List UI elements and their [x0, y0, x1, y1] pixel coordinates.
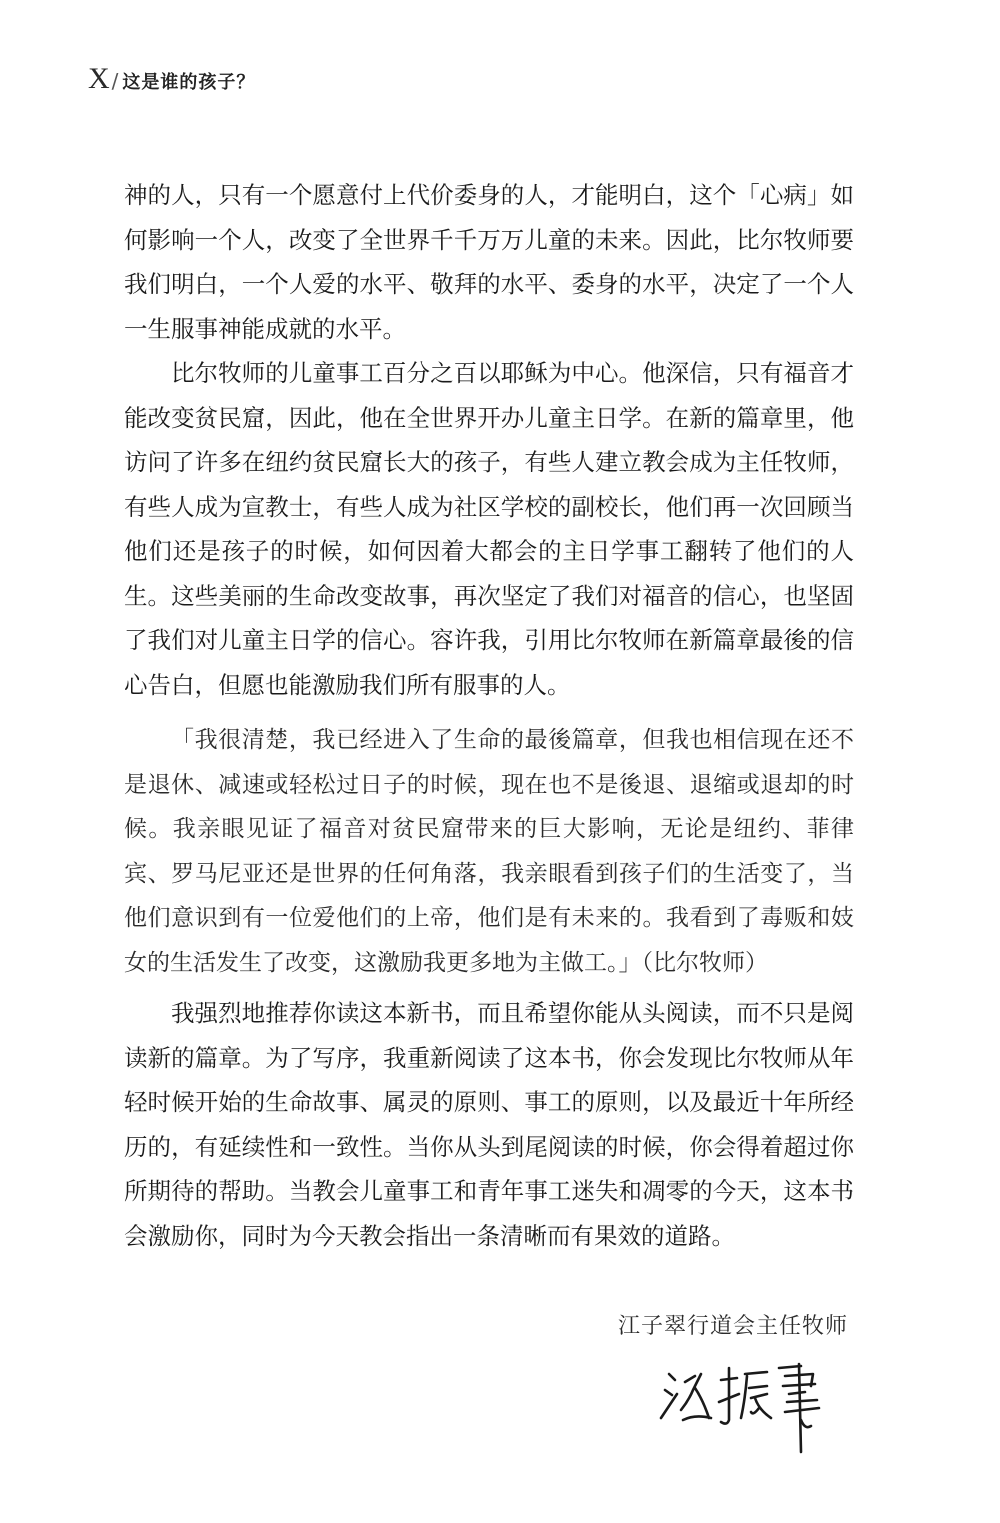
header-separator: / [111, 69, 119, 93]
author-title: 江子翠行道会主任牧师 [617, 1314, 848, 1339]
running-title: 这是谁的孩子？ [122, 72, 256, 93]
page-mark: X [88, 62, 110, 95]
quoted-passage: 「我很清楚，我已经进入了生命的最後篇章，但我也相信现在还不是退休、减速或轻松过日子的时候，现在也不是後退、退缩或退却的时候。我亲眼见证了福音对贫民窟带来的巨大影响，无论是纽约、菲律宾、罗马尼亚还是世界的任何角落，我亲眼看到孩子们的生活变了，当他们意识到有一位爱他们的上帝，他们是有未来的。我看到了毒贩和妓女的生活发生了改变，这激励我更多地为主做工。」（比尔牧师） [124, 727, 854, 976]
paragraph-1: 神的人，只有一个愿意付上代价委身的人，才能明白，这个「心病」如何影响一个人，改变了全世界千千万万儿童的未来。因此，比尔牧师要我们明白，一个人爱的水平、敬拜的水平、委身的水平，决定了一个人一生服事神能成就的水平。 [124, 181, 854, 343]
handwritten-signature [655, 1360, 835, 1455]
paragraph-3: 我强烈地推荐你读这本新书，而且希望你能从头阅读，而不只是阅读新的篇章。为了写序，我重新阅读了这本书，你会发现比尔牧师从年轻时候开始的生命故事、属灵的原则、事工的原则，以及最近十年所经历的，有延续性和一致性。当你从头到尾阅读的时候，你会得着超过你所期待的帮助。当教会儿童事工和青年事工迷失和凋零的今天，这本书会激励你，同时为今天教会指出一条清晰而有果效的道路。 [124, 999, 854, 1250]
running-header [88, 64, 255, 94]
paragraph-2: 比尔牧师的儿童事工百分之百以耶稣为中心。他深信，只有福音才能改变贫民窟，因此，他在全世界开办儿童主日学。在新的篇章里，他访问了许多在纽约贫民窟长大的孩子，有些人建立教会成为主任牧师，有些人成为宣教士，有些人成为社区学校的副校长，他们再一次回顾当他们还是孩子的时候，如何因着大都会的主日学事工翻转了他们的人生。这些美丽的生命改变故事，再次坚定了我们对福音的信心，也坚固了我们对儿童主日学的信心。容许我，引用比尔牧师在新篇章最後的信心告白，但愿也能激励我们所有服事的人。 [124, 359, 854, 699]
